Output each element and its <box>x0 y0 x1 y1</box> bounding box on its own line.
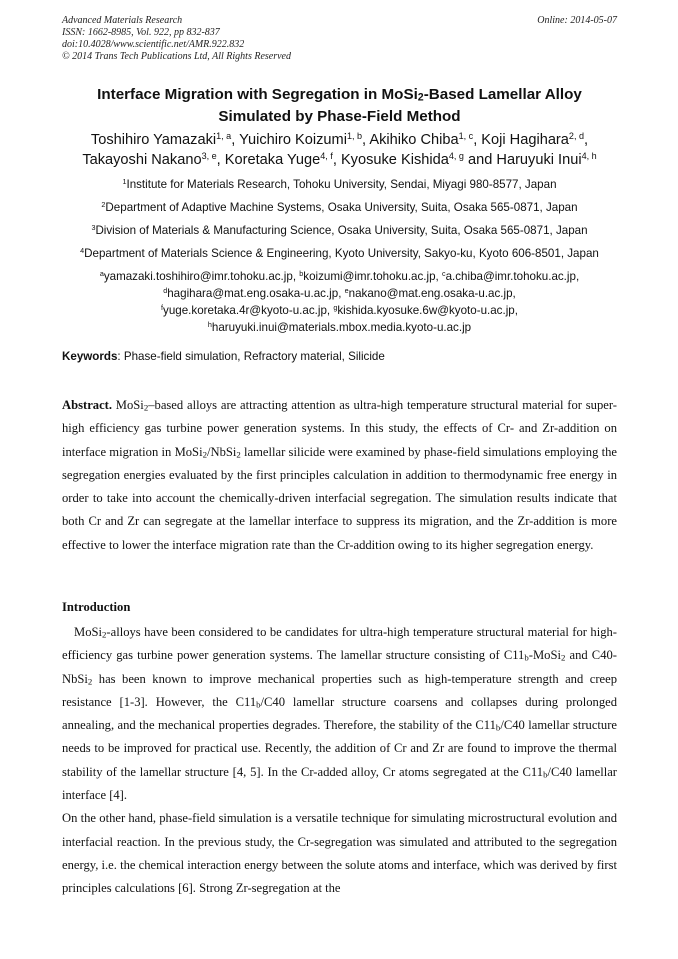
email-address[interactable]: yuge.koretaka.4r@kyoto-u.ac.jp <box>163 304 327 317</box>
email-line: $^a$yamazaki.toshihiro@imr.tohoku.ac.jp, $^b$koizumi@imr.tohoku.ac.jp, $^c$a.chiba@imr.tohoku.ac.jp, <box>99 269 580 283</box>
email-address[interactable]: kishida.kyosuke.6w@kyoto-u.ac.jp <box>337 304 515 317</box>
author: Akihiko Chiba$^{1, c}$ <box>369 131 474 148</box>
title-line-2: Simulated by Phase-Field Method <box>218 108 461 125</box>
affiliation-1: $^1$Institute for Materials Research, Tohoku University, Sendai, Miyagi 980-8577, Japan <box>122 177 557 191</box>
affiliation-4: $^4$Department of Materials Science & Engineering, Kyoto University, Sakyo-ku, Kyoto 606-8501, Japan <box>80 246 599 260</box>
journal-name: Advanced Materials Research <box>62 15 183 26</box>
email-line: $^h$haruyuki.inui@materials.mbox.media.kyoto-u.ac.jp <box>207 320 472 334</box>
copyright-line: © 2014 Trans Tech Publications Ltd, All Rights Reserved <box>62 51 291 62</box>
author-list: Toshihiro Yamazaki$^{1, a}$, Yuichiro Koizumi$^{1, b}$, Akihiko Chiba$^{1, c}$, Koji Hagihara$^{2, d}$, Takayoshi Nakano$^{3, e}$, Koretaka Yuge$^{4, f}$, Kyosuke Kishida$^{4, g}$ and Haruyuki Inui$^{4, h}$ <box>82 131 597 168</box>
introduction-body <box>62 621 617 901</box>
author: Koretaka Yuge$^{4, f}$ <box>224 151 333 168</box>
keywords <box>62 349 617 365</box>
introduction-heading: Introduction <box>62 600 131 614</box>
email-address[interactable]: yamazaki.toshihiro@imr.tohoku.ac.jp <box>103 270 293 283</box>
author: Toshihiro Yamazaki$^{1, a}$ <box>90 131 232 148</box>
affiliation-3: $^3$Division of Materials & Manufacturing Science, Osaka University, Suita, Osaka 565-0871, Japan <box>91 223 588 237</box>
email-address[interactable]: a.chiba@imr.tohoku.ac.jp <box>445 270 576 283</box>
author: Haruyuki Inui$^{4, h}$ <box>496 151 597 168</box>
title-line-1: Interface Migration with Segregation in MoSi$_2$-Based Lamellar Alloy <box>97 86 582 104</box>
abstract: Abstract. MoSi$_2$–based alloys are attracting attention as ultra-high temperature structural material for super-high efficiency gas turbine power generation systems. In this study, the effects of Cr- and Zr-addition on interface migration in MoSi$_2$/NbSi$_2$ lamellar silicide were examined by phase-field simulations employing the segregation energies evaluated by the first principles calculation in addition to thermodynamic free energy in order to take into account the chemically-driven interfacial segregation. The simulation results indicate that both Cr and Zr can segregate at the lamellar interface to suppress its migration, and the Zr-addition is more effective to lower the interface migration rate than the Cr-addition owing to its higher segregation energy. <box>62 398 618 552</box>
author: Kyosuke Kishida$^{4, g}$ <box>340 151 464 168</box>
email-address[interactable]: koizumi@imr.tohoku.ac.jp <box>303 270 436 283</box>
journal-header <box>62 15 617 63</box>
abstract-label: Abstract. <box>62 398 113 412</box>
email-list <box>62 268 617 336</box>
doi-line: doi:10.4028/www.scientific.net/AMR.922.832 <box>62 39 245 50</box>
email-line: $^d$hagihara@mat.eng.osaka-u.ac.jp, $^e$nakano@mat.eng.osaka-u.ac.jp, <box>163 286 516 300</box>
affiliations <box>62 176 617 336</box>
keywords-text: : Phase-field simulation, Refractory material, Silicide <box>117 350 385 363</box>
intro-paragraph-2: On the other hand, phase-field simulation is a versatile technique for simulating microstructural evolution and interfacial reaction. In the previous study, the Cr-segregation was simulated and attributed to the segregation energy, i.e. the chemical interaction energy between the solute atoms and interface, which was derived by first principles calculations [6]. Strong Zr-segregation at the <box>62 811 617 896</box>
email-address[interactable]: haruyuki.inui@materials.mbox.media.kyoto-u.ac.jp <box>211 321 472 334</box>
email-address[interactable]: hagihara@mat.eng.osaka-u.ac.jp <box>167 287 339 300</box>
issn-line: ISSN: 1662-8985, Vol. 922, pp 832-837 <box>62 27 220 38</box>
paper-title <box>62 84 617 128</box>
affiliation-2: $^2$Department of Adaptive Machine Systems, Osaka University, Suita, Osaka 565-0871, Japan <box>101 200 578 214</box>
online-date: Online: 2014-05-07 <box>537 15 617 26</box>
author: Koji Hagihara$^{2, d}$ <box>481 131 585 148</box>
author: Yuichiro Koizumi$^{1, b}$ <box>239 131 363 148</box>
keywords-label: Keywords <box>62 350 118 363</box>
author: Takayoshi Nakano$^{3, e}$ <box>82 151 217 168</box>
email-line: $^f$yuge.koretaka.4r@kyoto-u.ac.jp, $^g$kishida.kyosuke.6w@kyoto-u.ac.jp, <box>161 303 518 317</box>
intro-paragraph-1: MoSi$_2$-alloys have been considered to be candidates for ultra-high temperature structural material for high-efficiency gas turbine power generation systems. The lamellar structure consisting of $C11_b-MoSi_2$ and C40-NbSi$_2$ has been known to improve mechanical properties such as high-temperature strength and creep resistance [1-3]. However, the $C11_b/C40$ lamellar structure coarsens and collapses during prolonged annealing, and the mechanical properties degrades. Therefore, the stability of the $C11_b/C40$ lamellar structure needs to be improved for practical use. Recently, the addition of Cr and Zr are found to improve the thermal stability of the lamellar structure [4, 5]. In the Cr-added alloy, Cr atoms segregated at the $C11_b/C40$ lamellar interface [4]. <box>62 625 617 803</box>
email-address[interactable]: nakano@mat.eng.osaka-u.ac.jp <box>348 287 513 300</box>
